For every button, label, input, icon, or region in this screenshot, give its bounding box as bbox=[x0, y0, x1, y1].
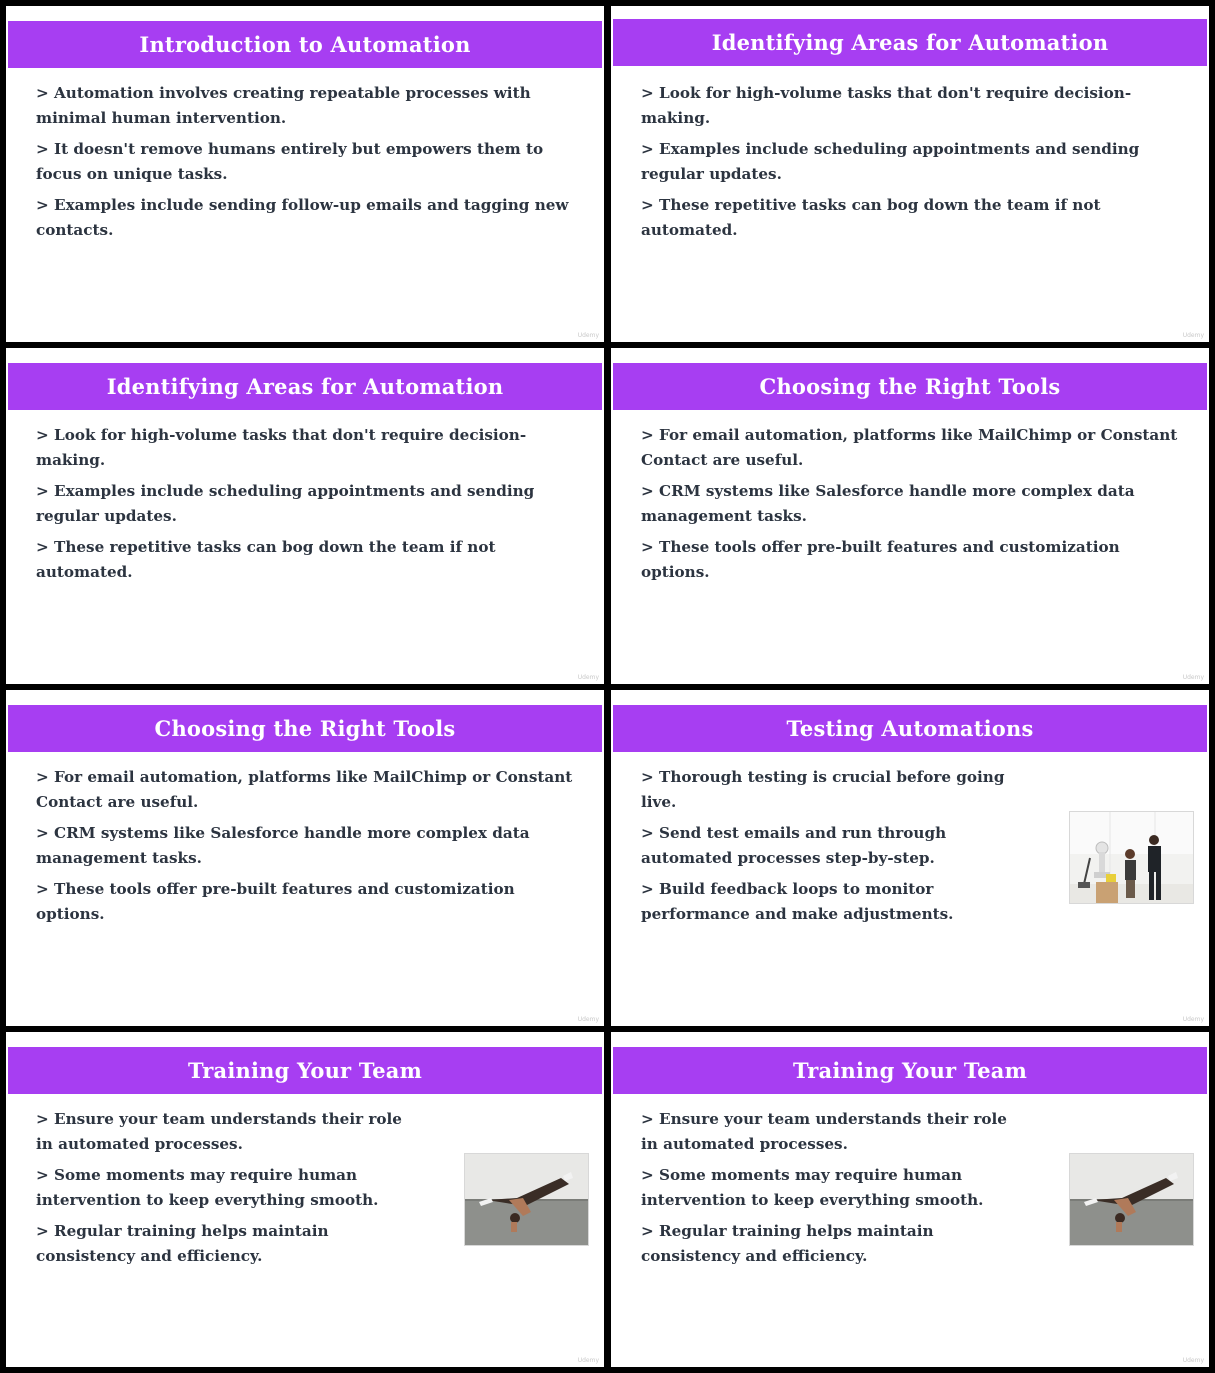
bullet-item: > Look for high-volume tasks that don't require decision-making. bbox=[36, 426, 527, 469]
watermark-logo: Udemy bbox=[1182, 332, 1204, 339]
watermark-logo: Udemy bbox=[577, 1016, 599, 1023]
bullet-item: > Examples include scheduling appointments and sending regular updates. bbox=[36, 482, 535, 525]
slide-8[interactable] bbox=[611, 1032, 1209, 1367]
bullet-item: > Regular training helps maintain consistency and efficiency. bbox=[641, 1222, 934, 1265]
acrobat-handstand-photo bbox=[464, 1153, 589, 1246]
watermark-logo: Udemy bbox=[577, 332, 599, 339]
bullet-item: > Send test emails and run through automated processes step-by-step. bbox=[641, 824, 947, 867]
slide-6[interactable] bbox=[611, 690, 1209, 1026]
bullet-item: > These tools offer pre-built features and customization options. bbox=[641, 538, 1120, 581]
bullet-item: > Look for high-volume tasks that don't require decision-making. bbox=[641, 84, 1132, 127]
bullet-list bbox=[641, 1107, 1026, 1275]
slide-title: Choosing the Right Tools bbox=[613, 363, 1207, 410]
bullet-item: > Thorough testing is crucial before going live. bbox=[641, 768, 1005, 811]
bullet-item: > These repetitive tasks can bog down the team if not automated. bbox=[36, 538, 496, 581]
office-robot-illustration bbox=[1070, 812, 1194, 904]
slide-title: Training Your Team bbox=[8, 1047, 602, 1094]
bullet-item: > It doesn't remove humans entirely but empowers them to focus on unique tasks. bbox=[36, 140, 544, 183]
bullet-item: > For email automation, platforms like MailChimp or Constant Contact are useful. bbox=[641, 426, 1178, 469]
bullet-item: > Ensure your team understands their role in automated processes. bbox=[36, 1110, 402, 1153]
bullet-item: > These repetitive tasks can bog down the team if not automated. bbox=[641, 196, 1101, 239]
slide-7[interactable] bbox=[6, 1032, 604, 1367]
bullet-list bbox=[36, 1107, 421, 1275]
office-robot-photo bbox=[1069, 811, 1194, 904]
slide-5[interactable] bbox=[6, 690, 604, 1026]
slide-title: Choosing the Right Tools bbox=[8, 705, 602, 752]
slide-4[interactable] bbox=[611, 348, 1209, 684]
watermark-logo: Udemy bbox=[1182, 1016, 1204, 1023]
bullet-item: > Examples include sending follow-up emails and tagging new contacts. bbox=[36, 196, 569, 239]
slide-1[interactable] bbox=[6, 6, 604, 342]
bullet-item: > Build feedback loops to monitor performance and make adjustments. bbox=[641, 880, 954, 923]
watermark-logo: Udemy bbox=[1182, 1357, 1204, 1364]
bullet-list bbox=[641, 81, 1181, 249]
watermark-logo: Udemy bbox=[1182, 674, 1204, 681]
slide-title: Identifying Areas for Automation bbox=[613, 19, 1207, 66]
bullet-item: > Some moments may require human intervention to keep everything smooth. bbox=[641, 1166, 984, 1209]
bullet-item: > Some moments may require human intervention to keep everything smooth. bbox=[36, 1166, 379, 1209]
bullet-item: > For email automation, platforms like MailChimp or Constant Contact are useful. bbox=[36, 768, 573, 811]
slide-title: Identifying Areas for Automation bbox=[8, 363, 602, 410]
bullet-item: > Automation involves creating repeatable processes with minimal human intervention. bbox=[36, 84, 531, 127]
acrobat-illustration bbox=[465, 1154, 589, 1246]
watermark-logo: Udemy bbox=[577, 1357, 599, 1364]
acrobat-handstand-photo bbox=[1069, 1153, 1194, 1246]
watermark-logo: Udemy bbox=[577, 674, 599, 681]
bullet-item: > CRM systems like Salesforce handle more complex data management tasks. bbox=[641, 482, 1135, 525]
bullet-item: > Ensure your team understands their role in automated processes. bbox=[641, 1110, 1007, 1153]
bullet-item: > Regular training helps maintain consistency and efficiency. bbox=[36, 1222, 329, 1265]
acrobat-illustration bbox=[1070, 1154, 1194, 1246]
bullet-list bbox=[36, 81, 576, 249]
bullet-list bbox=[36, 423, 576, 591]
bullet-item: > CRM systems like Salesforce handle more complex data management tasks. bbox=[36, 824, 530, 867]
bullet-item: > Examples include scheduling appointments and sending regular updates. bbox=[641, 140, 1140, 183]
slide-3[interactable] bbox=[6, 348, 604, 684]
bullet-list bbox=[36, 765, 576, 933]
bullet-list bbox=[641, 423, 1181, 591]
slide-title: Introduction to Automation bbox=[8, 21, 602, 68]
bullet-list bbox=[641, 765, 1026, 933]
slide-title: Testing Automations bbox=[613, 705, 1207, 752]
bullet-item: > These tools offer pre-built features and customization options. bbox=[36, 880, 515, 923]
slide-title: Training Your Team bbox=[613, 1047, 1207, 1094]
slide-2[interactable] bbox=[611, 6, 1209, 342]
